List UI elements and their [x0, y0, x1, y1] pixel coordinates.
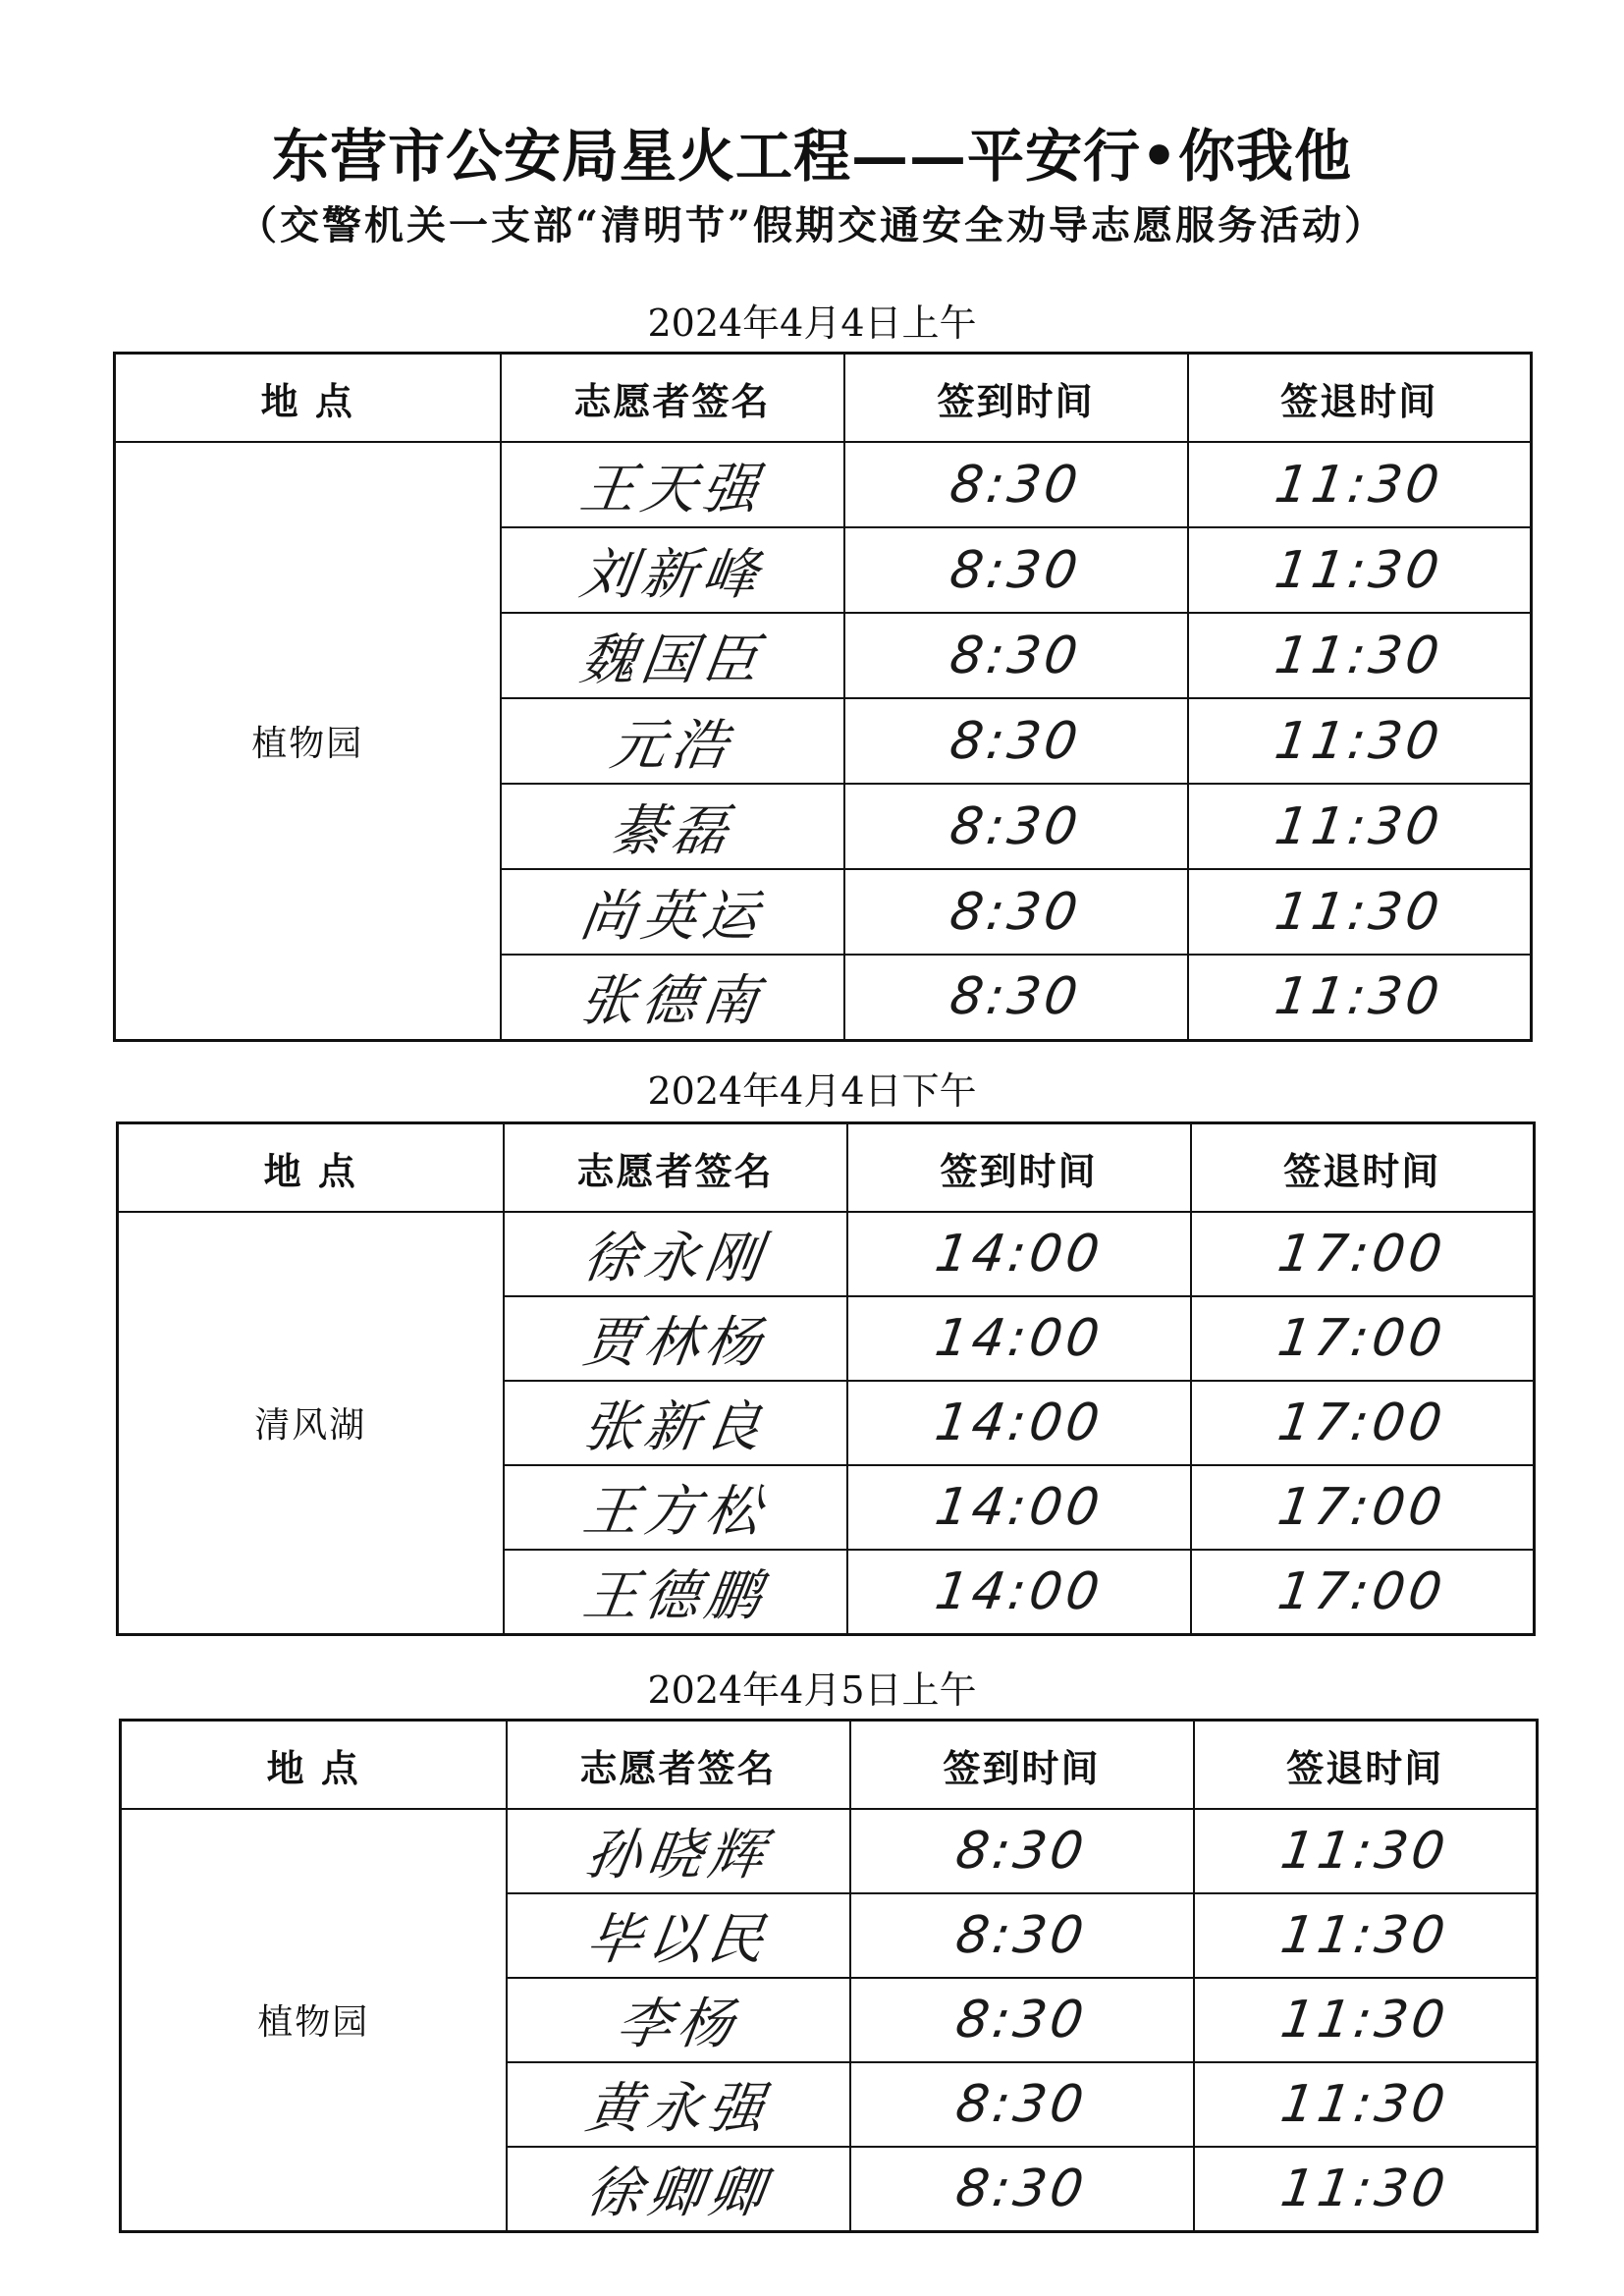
volunteer-signature: 张新良: [578, 1395, 771, 1459]
volunteer-signature: 綦磊: [606, 798, 737, 863]
volunteer-signature: 贾林杨: [578, 1311, 771, 1375]
table-row: [118, 1212, 1535, 1296]
header-volunteer: 志愿者签名: [507, 1721, 850, 1810]
header-location: 地 点: [121, 1721, 507, 1810]
section-date: 2024年4月4日上午: [647, 301, 977, 345]
header-checkin: 签到时间: [847, 1123, 1191, 1213]
header-location: 地 点: [115, 354, 501, 443]
checkout-time: 11:30: [1272, 967, 1447, 1027]
checkout-time: 11:30: [1272, 796, 1447, 856]
checkout-time: 17:00: [1274, 1225, 1450, 1284]
checkin-time: 8:30: [951, 1822, 1092, 1881]
checkout-time: 11:30: [1277, 2159, 1453, 2218]
volunteer-signature: 张德南: [575, 969, 768, 1034]
checkout-time: 11:30: [1277, 1906, 1453, 1965]
volunteer-signature: 元浩: [606, 713, 737, 778]
section-date: 2024年4月5日上午: [647, 1668, 977, 1712]
checkout-time: 11:30: [1272, 626, 1447, 685]
checkin-time: 8:30: [946, 711, 1086, 771]
checkin-time: 8:30: [946, 455, 1086, 515]
signin-table: [116, 1121, 1536, 1636]
checkout-time: 17:00: [1274, 1394, 1450, 1452]
checkin-time: 14:00: [931, 1394, 1107, 1452]
volunteer-signature: 王方松: [578, 1480, 771, 1544]
checkout-time: 11:30: [1277, 2075, 1453, 2134]
volunteer-signature: 徐永刚: [578, 1227, 771, 1290]
location-cell: 植物园: [121, 1809, 507, 2231]
checkout-time: 11:30: [1272, 455, 1447, 515]
checkout-time: 11:30: [1277, 1991, 1453, 2050]
header-checkout: 签退时间: [1188, 354, 1532, 443]
header-volunteer: 志愿者签名: [504, 1123, 847, 1213]
checkin-time: 14:00: [931, 1225, 1107, 1284]
volunteer-signature: 徐卿卿: [581, 2160, 774, 2225]
checkin-time: 8:30: [951, 2075, 1092, 2134]
checkout-time: 17:00: [1274, 1478, 1450, 1537]
volunteer-signature: 王天强: [575, 457, 768, 521]
volunteer-signature: 尚英运: [575, 884, 768, 949]
checkout-time: 17:00: [1274, 1309, 1450, 1368]
checkin-time: 8:30: [946, 796, 1086, 856]
header-volunteer: 志愿者签名: [501, 354, 844, 443]
checkout-time: 17:00: [1274, 1561, 1450, 1621]
signin-table: [119, 1719, 1539, 2233]
header-checkout: 签退时间: [1191, 1123, 1535, 1213]
checkin-time: 8:30: [946, 626, 1086, 685]
volunteer-signature: 魏国臣: [575, 628, 768, 692]
volunteer-signature: 毕以民: [581, 1908, 774, 1972]
checkin-time: 8:30: [946, 967, 1086, 1027]
checkin-time: 8:30: [946, 882, 1086, 942]
checkout-time: 11:30: [1272, 882, 1447, 942]
volunteer-signature: 李杨: [612, 1993, 743, 2056]
section-date: 2024年4月4日下午: [647, 1069, 977, 1113]
checkout-time: 11:30: [1277, 1822, 1453, 1881]
table-header-row: [115, 354, 1532, 443]
document-subtitle: （交警机关一支部“清明节”假期交通安全劝导志愿服务活动）: [237, 202, 1386, 248]
checkin-time: 8:30: [951, 1991, 1092, 2050]
table-row: [121, 1809, 1538, 1893]
checkin-time: 14:00: [931, 1478, 1107, 1537]
checkin-time: 14:00: [931, 1561, 1107, 1621]
document-title: 东营市公安局星火工程——平安行•你我他: [271, 123, 1353, 190]
volunteer-signature: 刘新峰: [575, 542, 768, 607]
checkin-time: 8:30: [946, 540, 1086, 600]
volunteer-signature: 孙晓辉: [581, 1824, 774, 1887]
header-checkin: 签到时间: [844, 354, 1188, 443]
volunteer-signature: 王德鹏: [578, 1563, 771, 1628]
checkin-time: 8:30: [951, 2159, 1092, 2218]
checkin-time: 14:00: [931, 1309, 1107, 1368]
checkout-time: 11:30: [1272, 711, 1447, 771]
location-cell: 清风湖: [118, 1212, 504, 1634]
location-cell: 植物园: [115, 442, 501, 1040]
header-checkin: 签到时间: [850, 1721, 1194, 1810]
table-row: [115, 442, 1532, 527]
table-header-row: [118, 1123, 1535, 1213]
checkout-time: 11:30: [1272, 540, 1447, 600]
volunteer-signature: 黄永强: [581, 2077, 774, 2141]
signin-table: [113, 352, 1533, 1042]
checkin-time: 8:30: [951, 1906, 1092, 1965]
table-header-row: [121, 1721, 1538, 1810]
header-location: 地 点: [118, 1123, 504, 1213]
header-checkout: 签退时间: [1194, 1721, 1538, 1810]
